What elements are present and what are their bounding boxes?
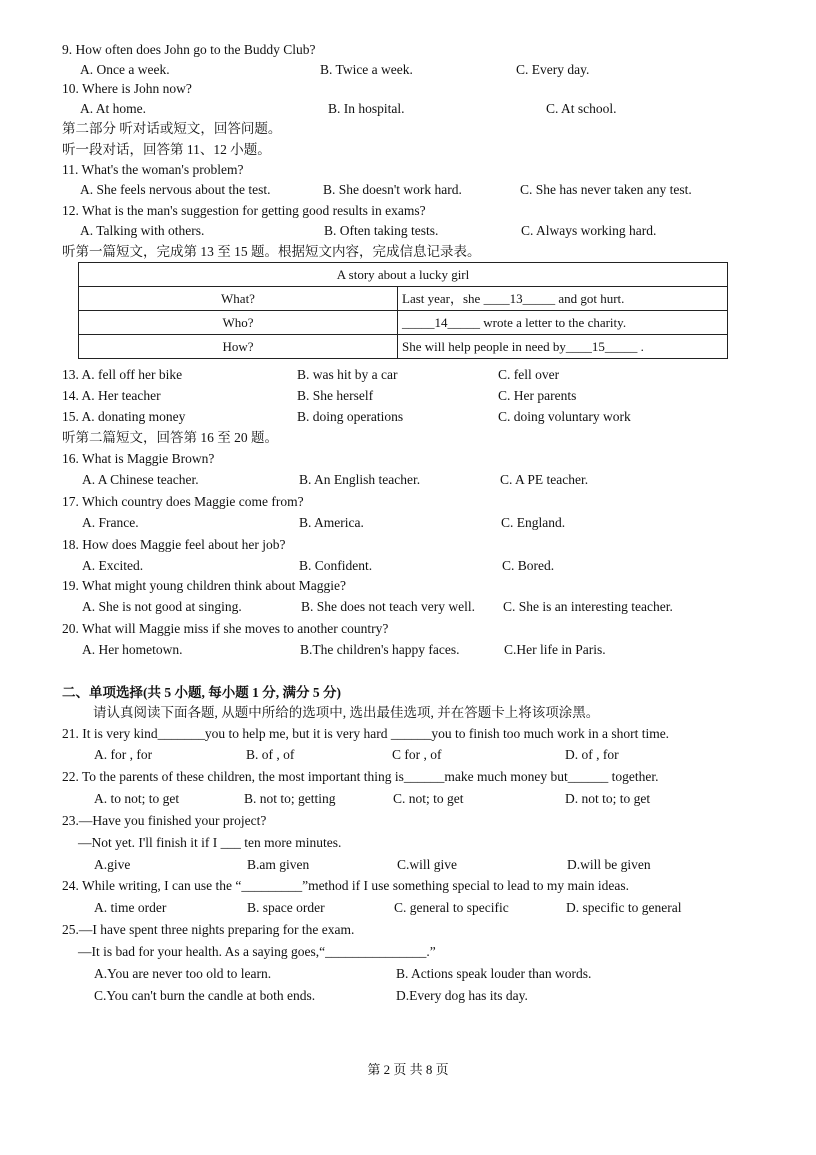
question-24-stem: 24. While writing, I can use the “_________”method if I use something special to lead to my main ideas. <box>62 878 629 893</box>
question-19-stem: 19. What might young children think about Maggie? <box>62 578 346 593</box>
question-24-option-d: D. specific to general <box>566 900 682 915</box>
question-11-option-a: A. She feels nervous about the test. <box>80 182 271 197</box>
question-10-option-a: A. At home. <box>80 101 146 116</box>
question-14-option-c: C. Her parents <box>498 388 577 403</box>
question-21-stem: 21. It is very kind_______you to help me, but it is very hard ______you to finish too much work in a short time. <box>62 726 670 741</box>
question-14-option-a: 14. A. Her teacher <box>62 388 161 403</box>
question-13-option-a: 13. A. fell off her bike <box>62 367 183 382</box>
question-22-option-a: A. to not; to get <box>94 791 180 806</box>
question-10-stem: 10. Where is John now? <box>62 81 192 96</box>
section2-instruction: 请认真阅读下面各题, 从题中所给的选项中, 选出最佳选项, 并在答题卡上将该项涂黑。 <box>93 705 600 720</box>
question-23-option-d: D.will be given <box>567 857 651 872</box>
question-21-option-d: D. of , for <box>565 747 619 762</box>
question-9-stem: 9. How often does John go to the Buddy Club? <box>62 42 316 57</box>
question-19-option-b: B. She does not teach very well. <box>301 599 475 614</box>
question-15-option-a: 15. A. donating money <box>62 409 186 424</box>
question-23-option-b: B.am given <box>247 857 310 872</box>
question-20-option-a: A. Her hometown. <box>82 642 183 657</box>
question-23-option-a: A.give <box>94 857 131 872</box>
question-15-option-c: C. doing voluntary work <box>498 409 631 424</box>
question-21-option-c: C for , of <box>392 747 442 762</box>
question-23-option-c: C.will give <box>397 857 457 872</box>
question-21-option-a: A. for , for <box>94 747 153 762</box>
question-21-option-b: B. of , of <box>246 747 295 762</box>
question-11-stem: 11. What's the woman's problem? <box>62 162 244 177</box>
question-22-stem: 22. To the parents of these children, the most important thing is______make much money but______ together. <box>62 769 659 784</box>
question-12-option-a: A. Talking with others. <box>80 223 205 238</box>
question-25-option-b: B. Actions speak louder than words. <box>396 966 592 981</box>
passage2-intro: 听第二篇短文，回答第 16 至 20 题。 <box>62 430 278 445</box>
question-25-option-a: A.You are never too old to learn. <box>94 966 272 981</box>
section2-heading: 二、单项选择(共 5 小题, 每小题 1 分, 满分 5 分) <box>62 685 341 700</box>
question-13-option-c: C. fell over <box>498 367 560 382</box>
question-18-option-a: A. Excited. <box>82 558 144 573</box>
info-table-label-what: What? <box>79 287 398 311</box>
question-15-option-b: B. doing operations <box>297 409 404 424</box>
question-12-option-c: C. Always working hard. <box>521 223 657 238</box>
question-25-line2: —It is bad for your health. As a saying goes,“_______________.” <box>78 944 436 959</box>
question-17-option-c: C. England. <box>501 515 566 530</box>
question-20-stem: 20. What will Maggie miss if she moves to another country? <box>62 621 389 636</box>
question-23-line2: —Not yet. I'll finish it if I ___ ten more minutes. <box>78 835 342 850</box>
question-9-option-c: C. Every day. <box>516 62 590 77</box>
question-19-option-c: C. She is an interesting teacher. <box>503 599 673 614</box>
question-16-option-a: A. A Chinese teacher. <box>82 472 199 487</box>
question-24-option-c: C. general to specific <box>394 900 509 915</box>
info-table-label-who: Who? <box>79 311 398 335</box>
info-record-table <box>78 262 728 359</box>
info-table-title: A story about a lucky girl <box>79 263 728 287</box>
question-25-line1: 25.—I have spent three nights preparing for the exam. <box>62 922 355 937</box>
question-9-option-a: A. Once a week. <box>80 62 170 77</box>
question-24-option-b: B. space order <box>247 900 325 915</box>
question-25-option-d: D.Every dog has its day. <box>396 988 528 1003</box>
question-16-stem: 16. What is Maggie Brown? <box>62 451 215 466</box>
question-13-option-b: B. was hit by a car <box>297 367 398 382</box>
question-10-option-c: C. At school. <box>546 101 617 116</box>
dialogue-intro: 听一段对话，回答第 11、12 小题。 <box>62 142 271 157</box>
question-22-option-c: C. not; to get <box>393 791 464 806</box>
question-12-stem: 12. What is the man's suggestion for getting good results in exams? <box>62 203 426 218</box>
question-16-option-c: C. A PE teacher. <box>500 472 589 487</box>
question-18-option-b: B. Confident. <box>299 558 373 573</box>
question-17-option-a: A. France. <box>82 515 139 530</box>
page-footer: 第 2 页 共 8 页 <box>367 1062 449 1077</box>
info-table-content-how: She will help people in need by____15_____ . <box>398 335 728 359</box>
question-14-option-b: B. She herself <box>297 388 374 403</box>
question-17-option-b: B. America. <box>299 515 364 530</box>
question-11-option-c: C. She has never taken any test. <box>520 182 692 197</box>
part2-heading: 第二部分 听对话或短文，回答问题。 <box>62 121 282 136</box>
question-17-stem: 17. Which country does Maggie come from? <box>62 494 304 509</box>
passage1-intro: 听第一篇短文，完成第 13 至 15 题。根据短文内容，完成信息记录表。 <box>62 244 481 259</box>
info-table-content-who: _____14_____ wrote a letter to the charity. <box>398 311 728 335</box>
question-11-option-b: B. She doesn't work hard. <box>323 182 462 197</box>
question-25-option-c: C.You can't burn the candle at both ends. <box>94 988 316 1003</box>
question-23-line1: 23.—Have you finished your project? <box>62 813 267 828</box>
question-22-option-b: B. not to; getting <box>244 791 336 806</box>
info-table-content-what: Last year，she ____13_____ and got hurt. <box>398 287 728 311</box>
question-10-option-b: B. In hospital. <box>328 101 405 116</box>
question-22-option-d: D. not to; to get <box>565 791 651 806</box>
question-19-option-a: A. She is not good at singing. <box>82 599 242 614</box>
question-16-option-b: B. An English teacher. <box>299 472 421 487</box>
question-9-option-b: B. Twice a week. <box>320 62 413 77</box>
question-18-option-c: C. Bored. <box>502 558 555 573</box>
question-20-option-b: B.The children's happy faces. <box>300 642 460 657</box>
question-12-option-b: B. Often taking tests. <box>324 223 439 238</box>
question-20-option-c: C.Her life in Paris. <box>504 642 606 657</box>
question-18-stem: 18. How does Maggie feel about her job? <box>62 537 286 552</box>
info-table-label-how: How? <box>79 335 398 359</box>
question-24-option-a: A. time order <box>94 900 167 915</box>
